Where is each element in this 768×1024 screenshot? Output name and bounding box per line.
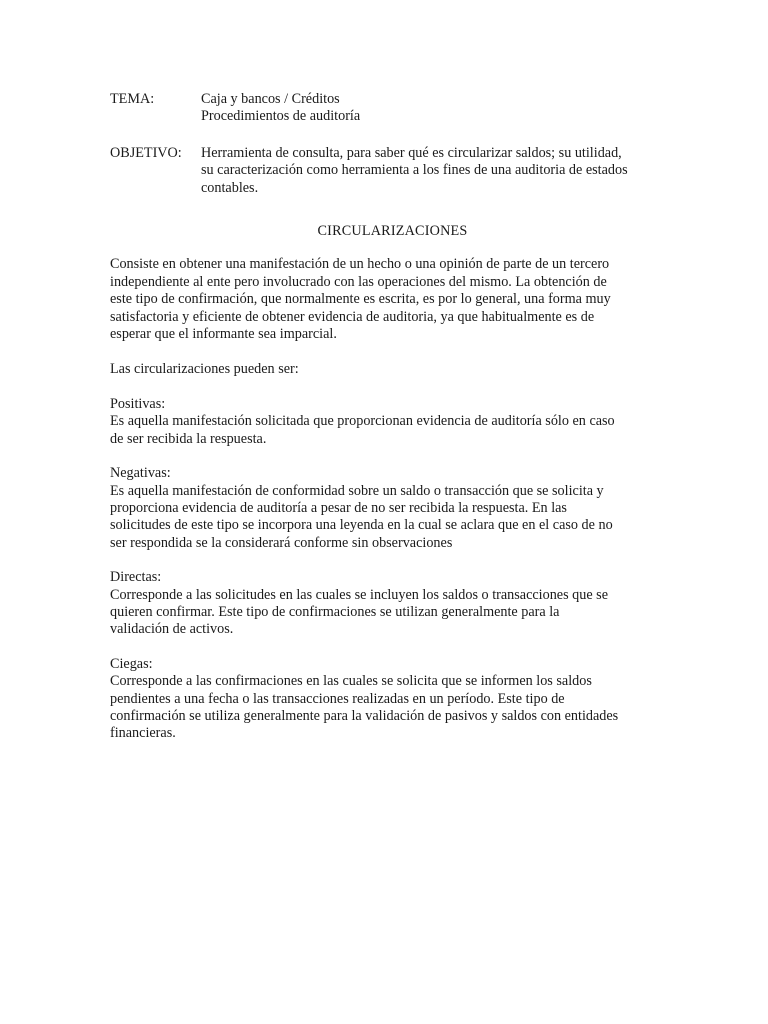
section-line: Corresponde a las confirmaciones en las cuales se solicita que se informen los saldos bbox=[110, 673, 592, 690]
section-line: financieras. bbox=[110, 725, 176, 742]
section-line: Es aquella manifestación de conformidad sobre un saldo o transacción que se solicita y bbox=[110, 482, 604, 499]
tema-value bbox=[201, 91, 655, 126]
section-line: ser respondida se la considerará conforme sin observaciones bbox=[110, 534, 453, 551]
section-heading: Ciegas: bbox=[110, 655, 153, 672]
intro-line: esperar que el informante sea imparcial. bbox=[110, 326, 337, 343]
section-negativas bbox=[110, 465, 655, 552]
section-line: solicitudes de este tipo se incorpora una leyenda en la cual se aclara que en el caso de no bbox=[110, 517, 613, 534]
tema-row bbox=[110, 91, 655, 126]
intro-line: Consiste en obtener una manifestación de un hecho o una opinión de parte de un tercero bbox=[110, 256, 610, 273]
intro-paragraph bbox=[110, 256, 655, 343]
objetivo-line: su caracterización como herramienta a los fines de una auditoria de estados bbox=[201, 162, 628, 179]
tema-line: Procedimientos de auditoría bbox=[201, 108, 361, 125]
section-line: pendientes a una fecha o las transacciones realizadas en un período. Este tipo de bbox=[110, 690, 565, 707]
section-heading: Directas: bbox=[110, 569, 162, 586]
section-directas bbox=[110, 569, 655, 639]
section-line: quieren confirmar. Este tipo de confirmaciones se utilizan generalmente para la bbox=[110, 603, 560, 620]
section-line: validación de activos. bbox=[110, 621, 234, 638]
document-title: CIRCULARIZACIONES bbox=[317, 223, 468, 240]
section-ciegas bbox=[110, 656, 655, 743]
section-line: confirmación se utiliza generalmente para la validación de pasivos y saldos con entidades bbox=[110, 707, 619, 724]
section-positivas bbox=[110, 396, 655, 448]
objetivo-row bbox=[110, 145, 655, 197]
objetivo-line: Herramienta de consulta, para saber qué es circularizar saldos; su utilidad, bbox=[201, 144, 622, 161]
section-line: de ser recibida la respuesta. bbox=[110, 430, 267, 447]
section-line: proporciona evidencia de auditoría a pesar de no ser recibida la respuesta. En las bbox=[110, 499, 567, 516]
document-page bbox=[110, 91, 655, 743]
section-line: Es aquella manifestación solicitada que proporcionan evidencia de auditoría sólo en caso bbox=[110, 413, 615, 430]
tema-line: Caja y bancos / Créditos bbox=[201, 91, 340, 107]
list-intro: Las circularizaciones pueden ser: bbox=[110, 361, 299, 378]
section-heading: Positivas: bbox=[110, 395, 166, 412]
objetivo-line: contables. bbox=[201, 179, 259, 196]
section-line: Corresponde a las solicitudes en las cuales se incluyen los saldos o transacciones que se bbox=[110, 586, 609, 603]
intro-line: independiente al ente pero involucrado con las operaciones del mismo. La obtención de bbox=[110, 273, 607, 290]
intro-line: este tipo de confirmación, que normalmente es escrita, es por lo general, una forma muy bbox=[110, 291, 611, 308]
section-heading: Negativas: bbox=[110, 465, 171, 482]
objetivo-value bbox=[201, 145, 655, 197]
intro-line: satisfactoria y eficiente de obtener evidencia de auditoria, ya que habitualmente es de bbox=[110, 308, 595, 325]
objetivo-label: OBJETIVO: bbox=[110, 144, 182, 161]
tema-label: TEMA: bbox=[110, 91, 155, 107]
